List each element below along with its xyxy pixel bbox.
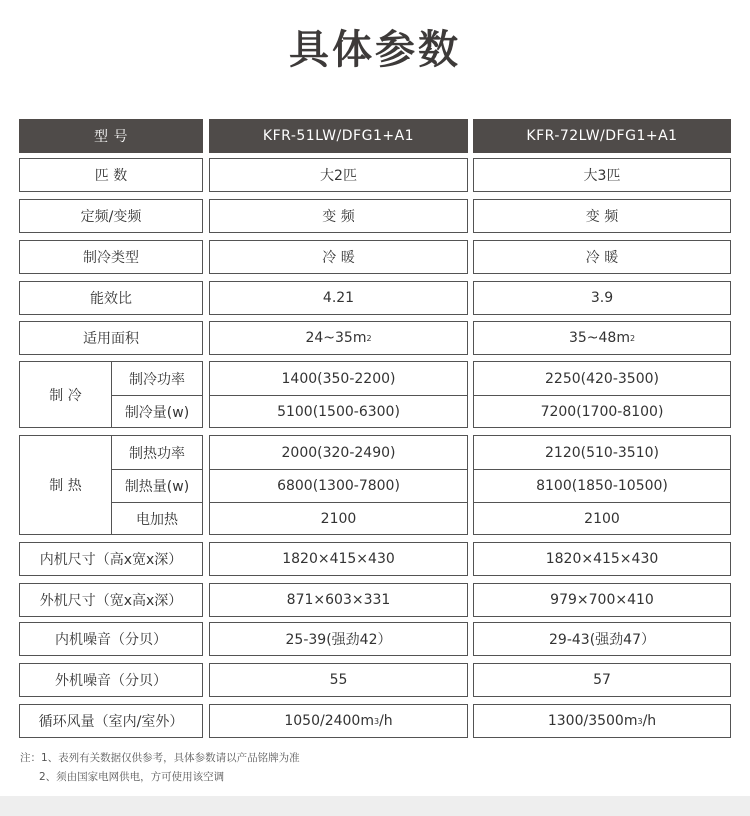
heating-group [19, 435, 203, 535]
heating-power-label: 制热功率 [129, 445, 185, 462]
row-value-type-1: 冷 暖 [209, 240, 468, 274]
footnote-2: 2、须由国家电网供电，方可使用该空调 [39, 771, 225, 783]
row-value-outdoor-size-2: 979×700×410 [473, 583, 731, 617]
row-value-indoor-noise-2: 29-43(强劲47） [473, 622, 731, 656]
airflow-sup-2: 3 [637, 716, 643, 726]
heating-values-1 [209, 435, 468, 535]
cooling-power-label: 制冷功率 [129, 371, 185, 388]
row-label-indoor-noise: 内机噪音（分贝） [19, 622, 203, 656]
heating-values-2 [473, 435, 731, 535]
heating-capacity-value-1: 6800(1300-7800) [210, 469, 467, 502]
electric-heating-value-1: 2100 [210, 502, 467, 535]
row-value-type-2: 冷 暖 [473, 240, 731, 274]
electric-heating-value-2: 2100 [474, 502, 730, 535]
footnote-1: 注：1、表列有关数据仅供参考，具体参数请以产品铭牌为准 [20, 752, 300, 764]
row-value-eer-2: 3.9 [473, 281, 731, 315]
row-value-outdoor-size-1: 871×603×331 [209, 583, 468, 617]
electric-heating-label: 电加热 [112, 502, 202, 535]
area-value-2: 35~48m [568, 330, 630, 346]
row-value-indoor-size-1: 1820×415×430 [209, 542, 468, 576]
header-model-1: KFR-51LW/DFG1+A1 [209, 119, 468, 153]
row-label-outdoor-size: 外机尺寸（宽x高x深） [19, 583, 203, 617]
row-label-capacity: 匹 数 [19, 158, 203, 192]
cooling-values-1 [209, 361, 468, 428]
airflow-suffix-1: /h [379, 713, 393, 729]
row-value-capacity-1: 大2匹 [209, 158, 468, 192]
airflow-value-2: 1300/3500m [547, 713, 638, 729]
row-value-capacity-2: 大3匹 [473, 158, 731, 192]
row-label-airflow: 循环风量（室内/室外） [19, 704, 203, 738]
header-model-2: KFR-72LW/DFG1+A1 [473, 119, 731, 153]
heating-power-value-2: 2120(510-3510) [545, 444, 659, 461]
row-label-area: 适用面积 [19, 321, 203, 355]
cooling-group [19, 361, 203, 428]
airflow-sup-1: 3 [373, 716, 380, 726]
row-label-type: 制冷类型 [19, 240, 203, 274]
row-value-inverter-1: 变 频 [209, 199, 468, 233]
area-sup-1: 2 [366, 333, 372, 343]
airflow-value-1: 1050/2400m [284, 713, 374, 729]
row-label-outdoor-noise: 外机噪音（分贝） [19, 663, 203, 697]
heating-capacity-label: 制热量(w) [112, 469, 202, 502]
row-value-area-2 [473, 321, 731, 355]
heating-power-value-1: 2000(320-2490) [281, 444, 396, 461]
area-value-1: 24~35m [305, 330, 367, 346]
row-value-outdoor-noise-2: 57 [473, 663, 731, 697]
footnotes [20, 749, 300, 787]
cooling-values-2 [473, 361, 731, 428]
row-label-eer: 能效比 [19, 281, 203, 315]
row-label-inverter: 定频/变频 [19, 199, 203, 233]
heating-capacity-value-2: 8100(1850-10500) [474, 469, 730, 502]
row-value-indoor-noise-1: 25-39(强劲42） [209, 622, 468, 656]
row-value-airflow-2 [473, 704, 731, 738]
footer-band [0, 796, 750, 816]
airflow-suffix-2: /h [642, 713, 657, 729]
row-value-eer-1: 4.21 [209, 281, 468, 315]
cooling-power-value-2: 2250(420-3500) [545, 370, 659, 387]
page-title: 具体参数 [289, 27, 461, 73]
row-value-indoor-size-2: 1820×415×430 [473, 542, 731, 576]
row-value-area-1 [209, 321, 468, 355]
row-value-inverter-2: 变 频 [473, 199, 731, 233]
cooling-capacity-value-1: 5100(1500-6300) [210, 395, 467, 428]
cooling-label: 制 冷 [20, 362, 112, 427]
row-value-airflow-1 [209, 704, 468, 738]
row-value-outdoor-noise-1: 55 [209, 663, 468, 697]
cooling-capacity-value-2: 7200(1700-8100) [474, 395, 730, 428]
heating-label: 制 热 [20, 436, 112, 534]
area-sup-2: 2 [629, 333, 636, 343]
header-label: 型 号 [19, 119, 203, 153]
cooling-power-value-1: 1400(350-2200) [281, 370, 396, 387]
cooling-capacity-label: 制冷量(w) [112, 395, 202, 428]
row-label-indoor-size: 内机尺寸（高x宽x深） [19, 542, 203, 576]
